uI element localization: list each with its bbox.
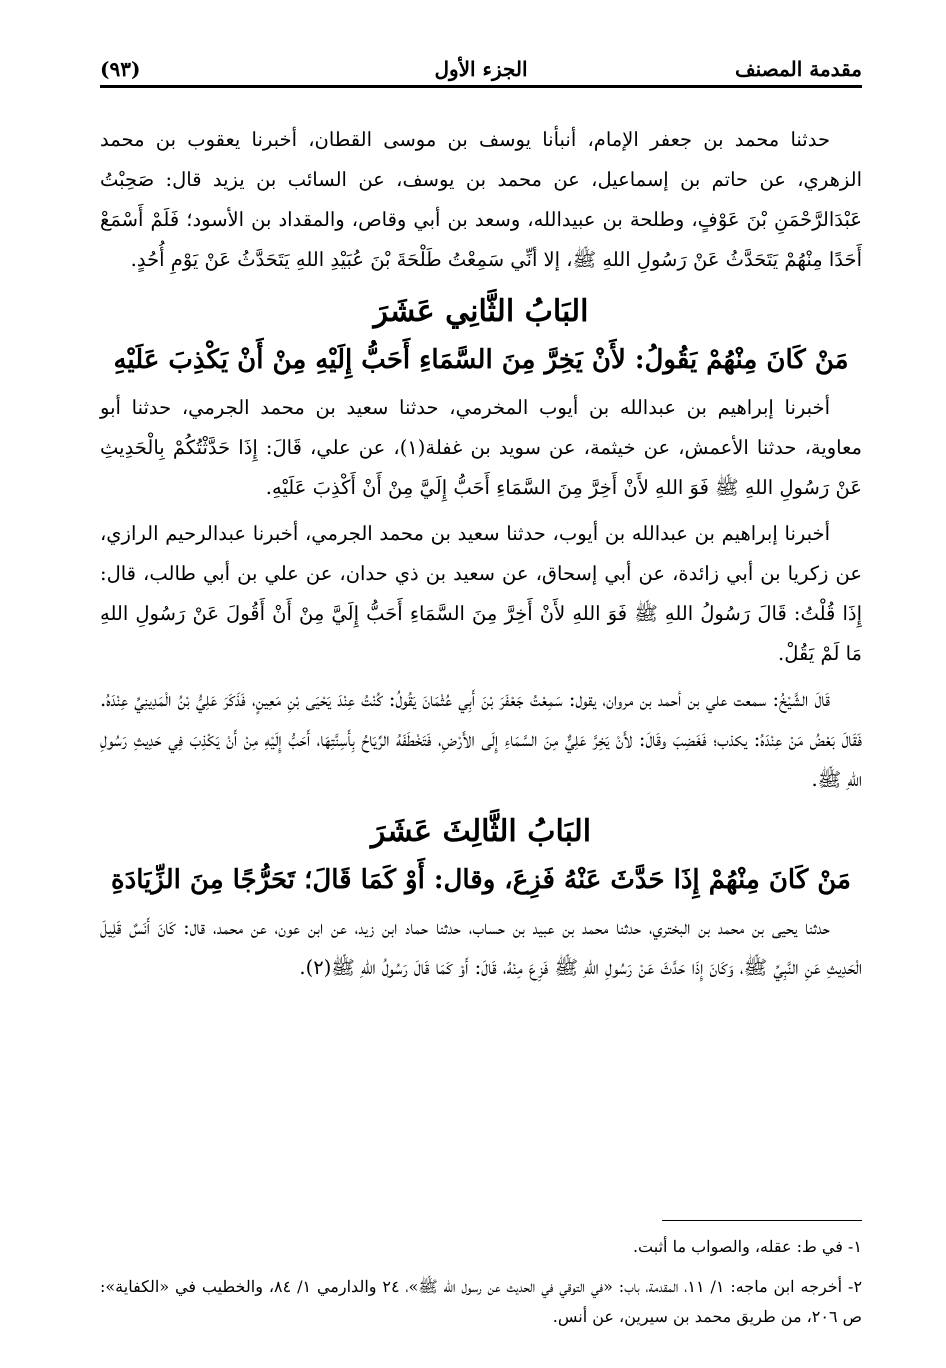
- footnotes: [100, 1232, 862, 1332]
- paragraph-5: حدثنا يحيى بن محمد بن البختري، حدثنا محمد بن عبيد بن حساب، حدثنا حماد ابن زيد، عن ابن عون، عن محمد، قال: كَانَ أَنَسٌ قَلِيلَ الْحَدِيثِ عَنِ النَّبِيِّ ﷺ، وَكَانَ إِذَا حَدَّثَ عَنْ رَسُولِ اللهِ ﷺ فَزِعَ مِنْهُ، قَالَ: أَوْ كَمَا قَالَ رَسُولُ اللهِ ﷺ(٢).: [100, 916, 862, 979]
- footnote-divider: [662, 1220, 862, 1221]
- main-text: [100, 120, 862, 988]
- footnote-2: ٢- أخرجه ابن ماجه: ١/ ١١، المقدمة، باب: «في التوقي في الحديث عن رسول الله ﷺ»، ٢٤ والدارمي ١/ ٨٤، والخطيب في «الكفاية»: ص ٢٠٦، من طريق محمد بن سيرين، عن أنس.: [100, 1277, 863, 1326]
- paragraph-3: أخبرنا إبراهيم بن عبدالله بن أيوب، حدثنا سعيد بن محمد الجرمي، أخبرنا عبدالرحيم الرازي، عن زكريا بن أبي زائدة، عن أبي إسحاق، عن سعيد بن ذي حدان، عن علي بن أبي طالب، قال: إِذَا قُلْتُ: قَالَ رَسُولُ اللهِ ﷺ فَوَ اللهِ لأَنْ أَخِرَّ مِنَ السَّمَاءِ أَحَبُّ إِلَيَّ مِنْ أَنْ أَقُولَ عَنْ رَسُولِ اللهِ مَا لَمْ يَقُلْ.: [100, 522, 862, 665]
- running-header: [100, 52, 862, 88]
- footnote-1: ١- في ط: عقله، والصواب ما أثبت.: [632, 1237, 862, 1256]
- chapter-13-title: البَابُ الثَّالِثَ عَشَرَ: [370, 814, 592, 849]
- paragraph-1: حدثنا محمد بن جعفر الإمام، أنبأنا يوسف بن موسى القطان، أخبرنا يعقوب بن محمد الزهري، عن حاتم بن إسماعيل، عن محمد بن يوسف، عن السائب بن يزيد قال: صَحِبْتُ عَبْدَالرَّحْمَنِ بْنَ عَوْفٍ، وطلحة بن عبيدالله، وسعد بن أبي وقاص، والمقداد بن الأسود؛ فَلَمْ أَسْمَعْ أَحَدًا مِنْهُمْ يَتَحَدَّثُ عَنْ رَسُولِ اللهِ ﷺ، إلا أنِّي سَمِعْتُ طَلْحَةَ بْنَ عُبَيْدِ اللهِ يَتَحَدَّثُ عَنْ يَوْمِ أُحُدٍ.: [100, 128, 862, 271]
- chapter-12-subtitle: مَنْ كَانَ مِنْهُمْ يَقُولُ: لأَنْ يَخِرَّ مِنَ السَّمَاءِ أَحَبُّ إِلَيْهِ مِنْ أَنْ يَكْذِبَ عَلَيْهِ: [113, 345, 849, 375]
- chapter-12-title: البَابُ الثَّانِي عَشَرَ: [373, 294, 589, 329]
- volume-title: الجزء الأول: [434, 57, 528, 81]
- paragraph-4: قَالَ الشَّيْخُ: سمعت علي بن أحمد بن مروان، يقول: سَمِعْتُ جَعْفَرَ بْنَ أَبِي عُثْمَانَ يَقُولُ: كُنْتُ عِنْدَ يَحْيَى بْنِ مَعِينٍ، فَذَكَرَ عَلِيُّ بْنُ الْمَدِينِيِّ عِنْدَهُ. فَقَالَ بَعْضُ مَنْ عِنْدَهُ: يكذب؛ فَغَضِبَ وقَالَ: لأَنْ يَخِرَّ عَلِيٌّ مِنَ السَّمَاءِ إِلَى الأَرْضِ، فَتَخْطَفَهُ الرِّيَاحُ بِأَسِنَّتِهَا، أَحَبُّ إِلَيْهِ مِنْ أَنْ يَكْذِبَ فِي حَدِيثِ رَسُولِ اللهِ ﷺ.: [100, 688, 862, 791]
- section-title: مقدمة المصنف: [734, 57, 862, 81]
- chapter-13-subtitle: مَنْ كَانَ مِنْهُمْ إِذَا حَدَّثَ عَنْهُ فَزِعَ، وقال: أَوْ كَمَا قَالَ؛ تَحَرُّجًا مِنَ الزِّيَادَةِ: [111, 865, 851, 895]
- page-number: (٩٣): [100, 57, 141, 81]
- paragraph-2: أخبرنا إبراهيم بن عبدالله بن أيوب المخرمي، حدثنا سعيد بن محمد الجرمي، حدثنا أبو معاوية، حدثنا الأعمش، عن خيثمة، عن سويد بن غفلة(١)، عن علي، قَالَ: إِذَا حَدَّثْتُكُمْ بِالْحَدِيثِ عَنْ رَسُولِ اللهِ ﷺ فَوَ اللهِ لأَنْ أَخِرَّ مِنَ السَّمَاءِ أَحَبُّ إِلَيَّ مِنْ أَنْ أَكْذِبَ عَلَيْهِ.: [100, 396, 862, 499]
